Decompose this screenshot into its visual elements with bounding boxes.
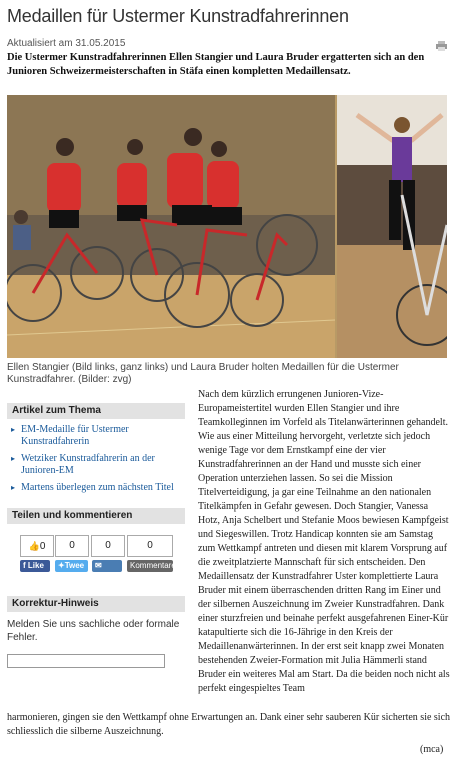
related-article-link[interactable] bbox=[7, 424, 187, 448]
mail-icon: ✉ bbox=[95, 561, 102, 570]
related-article-link[interactable] bbox=[7, 453, 187, 477]
share-title: Teilen und kommentieren bbox=[7, 508, 185, 524]
related-articles-title: Artikel zum Thema bbox=[7, 403, 185, 419]
facebook-like-button[interactable]: f Like bbox=[20, 560, 50, 572]
bullet-icon: ▸ bbox=[11, 483, 16, 492]
related-article-link[interactable] bbox=[7, 482, 187, 494]
article-body: Nach dem kürzlich errungenen Junioren-Vize-Europameistertitel wurden Ellen Stangier und ihre Teamkolleginnen im Vorfeld als Titelanwärterinnen gehandelt. Wie aus einer Mitteilung hervorgeht, verletzte sich jedoch wenige Tage vor dem Ernstkampf eine der vier Kunstradfahrerinnen an der Hand und musste sich einer Operation unterziehen lassen. So sei die Mission Titelverteidigung, ja gar eine Teilnahme an den nationalen Titelkämpfen in Gefahr gewesen. Doch Stangier, Vanessa Hotz, Anja Schelbert und Stefanie Moos bewiesen Kampfgeist und Siegeswillen. Trotz Handicap konnten sie am Samstag zum Wettkampf antreten und diesen mit klarem Vorsprung auf die zweitplatzierte Mannschaft für sich entscheiden. Den Medaillensatz der Kunstradfahrer Uster komplettierte Laura Bruder mit einem überraschenden dritten Rang im Einer und der silbernen Auszeichnung im Zweier Kunstradfahren. Dank einer sturzfreien und beinahe perfekt ausgefahrenen Einer-Kür katapultierte sich die 16-Jährige in den Kreis der Medaillenanwärterinnen. In der erst seit knapp zwei Monaten bestehenden Zweier-Formation mit Julia Hämmerli stand Bruder ein weiteres Mal am Start. Da die beiden noch nicht als perfekt eingespieltes Team bbox=[198, 389, 450, 694]
author-byline: (mca) bbox=[420, 744, 444, 755]
article-photo bbox=[7, 95, 447, 358]
like-counter: 👍0 bbox=[20, 535, 54, 557]
headline: Medaillen für Ustermer Kunstradfahrerinnen bbox=[7, 6, 349, 26]
photo-caption: Ellen Stangier (Bild links, ganz links) und Laura Bruder holten Medaillen für die Ustermer Kunstradfahrer. (Bilder: zvg) bbox=[7, 362, 399, 385]
updated-timestamp: Aktualisiert am 31.05.2015 bbox=[7, 38, 126, 49]
related-article-label[interactable]: Wetziker Kunstradfahrerin an der Junioren-EM bbox=[21, 453, 155, 476]
thumbs-up-icon: 👍 bbox=[28, 541, 40, 551]
article-lead: Die Ustermer Kunstradfahrerinnen Ellen Stangier und Laura Bruder ergatterten sich an den Junioren Schweizermeisterschaften in Stäfa einen kompletten Medaillensatz. bbox=[7, 52, 425, 77]
bullet-icon: ▸ bbox=[11, 425, 16, 434]
comments-counter: 0 bbox=[127, 535, 173, 557]
article-body-continued: harmonieren, gingen sie den Wettkampf ohne Erwartungen an. Dank einer sehr sauberen Kür sicherten sie sich schliesslich die silberne Auszeichnung. bbox=[7, 712, 451, 737]
related-articles-list bbox=[7, 424, 187, 499]
related-article-label[interactable]: Martens überlegen zum nächsten Titel bbox=[21, 482, 174, 493]
comments-button[interactable]: Kommentare bbox=[127, 560, 173, 572]
twitter-icon: ✦ bbox=[58, 561, 65, 570]
printer-icon[interactable] bbox=[436, 38, 447, 48]
correction-input[interactable] bbox=[7, 654, 165, 668]
tweet-button[interactable]: ✦Twee bbox=[55, 560, 88, 572]
mail-counter: 0 bbox=[91, 535, 125, 557]
correction-text: Melden Sie uns sachliche oder formale Fehler. bbox=[7, 619, 180, 643]
facebook-icon: f bbox=[23, 561, 26, 570]
tweet-counter: 0 bbox=[55, 535, 89, 557]
mail-button[interactable]: ✉ Mail bbox=[92, 560, 122, 572]
correction-title: Korrektur-Hinweis bbox=[7, 596, 185, 612]
bullet-icon: ▸ bbox=[11, 454, 16, 463]
related-article-label[interactable]: EM-Medaille für Ustermer Kunstradfahrerin bbox=[21, 424, 129, 447]
